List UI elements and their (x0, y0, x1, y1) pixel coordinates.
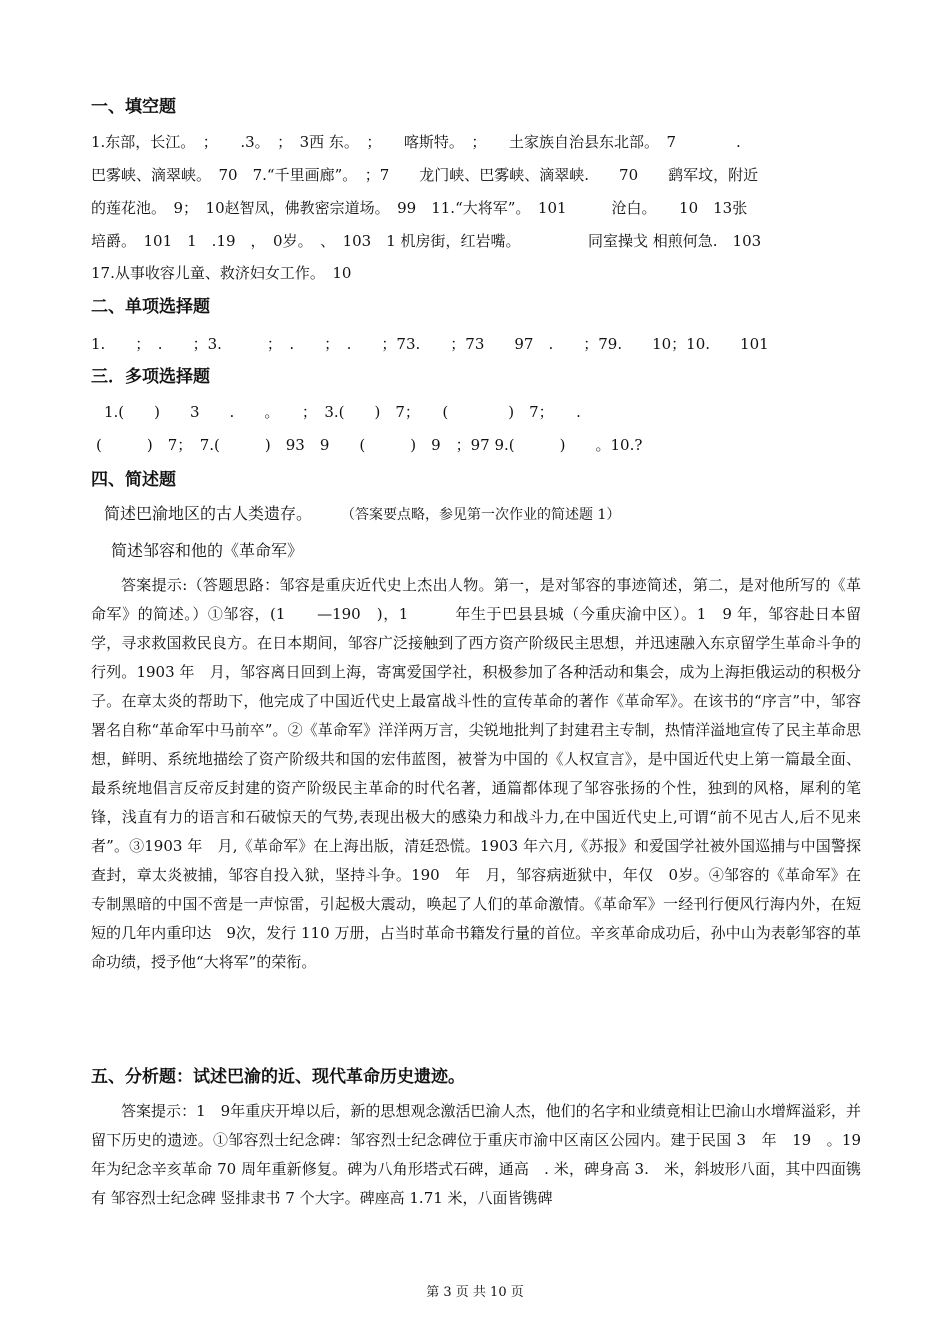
analysis-answer-body: 答案提示：1 9年重庆开埠以后，新的思想观念激活巴渝人杰，他们的名字和业绩竟相让巴渝山水增辉溢彩，并留下历史的遗迹。①邹容烈士纪念碑：邹容烈士纪念碑位于重庆市渝中区南区公园内。建于民国 3 年 19 。19 年为纪念辛亥革命 70 周年重新修复。碑为八角形塔式石碑，通高 . 米，碑身高 3. 米，斜坡形八面，其中四面镌有 邹容烈士纪念碑 竖排隶书 7 个大字。碑座高 1.71 米，八面皆镌碑 (91, 1102, 877, 1207)
multi-choice-answer-line: ( ) 7； 7.( ) 93 9 ( ) 9 ；97 9.( ) 。10.? (96, 436, 643, 454)
section-4-heading: 四、简述题 (91, 470, 176, 490)
short-answer-body: 答案提示:（答题思路：邹容是重庆近代史上杰出人物。第一，是对邹容的事迹简述，第二，是对他所写的《革命军》的简述。）①邹容，(1 —190 )，1 年生于巴县县城（今重庆渝中区）。1 9 年，邹容赴日本留学，寻求救国救民良方。在日本期间，邹容广泛接触到了西方资产阶级民主思想，并迅速融入东京留学生革命斗争的行列。1903 年 月，邹容离日回到上海，寄寓爱国学社，积极参加了各种活动和集会，成为上海拒俄运动的积极分子。在章太炎的帮助下，他完成了中国近代史上最富战斗性的宣传革命的著作《革命军》。在该书的“序言”中，邹容署名自称“革命军中马前卒”。②《革命军》洋洋两万言，尖锐地批判了封建君主专制，热情洋溢地宣传了民主革命思想，鲜明、系统地描绘了资产阶级共和国的宏伟蓝图，被誉为中国的《人权宣言》，是中国近代史上第一篇最全面、最系统地倡言反帝反封建的资产阶级民主革命的时代名著，通篇都体现了邹容张扬的个性，独到的风格，犀利的笔锋，浅直有力的语言和石破惊天的气势,表现出极大的感染力和战斗力,在中国近代史上,可谓“前不见古人,后不见来者”。③1903 年 月,《革命军》在上海出版，清廷恐慌。1903 年六月,《苏报》和爱国学社被外国巡捕与中国警探查封，章太炎被捕，邹容自投入狱，坚持斗争。190 年 月，邹容病逝狱中，年仅 0岁。④邹容的《革命军》在专制黑暗的中国不啻是一声惊雷，引起极大震动，唤起了人们的革命激情。《革命军》一经刊行便风行海内外，在短短的几年内重印达 9次，发行 110 万册，占当时革命书籍发行量的首位。辛亥革命成功后，孙中山为表彰邹容的革命功绩，授予他“大将军”的荣衔。 (91, 576, 861, 971)
question-1-note: （答案要点略，参见第一次作业的简述题 1） (348, 507, 621, 523)
question-1-text: 简述巴渝地区的古人类遗存。 (104, 504, 313, 523)
short-answer-question-2: 简述邹容和他的《革命军》 (111, 541, 304, 560)
fill-blank-answer-line: 的莲花池。 9； 10赵智凤，佛教密宗道场。 99 11.“大将军”。 101 沧白。 10 13张 (91, 199, 748, 217)
fill-blank-answer-line: 1.东部，长江。 ； .3。 ； 3西 东。 ； 喀斯特。 ； 土家族自治县东北部。 7 . (91, 133, 741, 151)
page-footer: 第 3 页 共 10 页 (426, 1285, 524, 1300)
short-answer-question-1 (104, 501, 620, 524)
section-1-heading: 一、填空题 (91, 97, 176, 117)
single-choice-answer-line: 1. ； . ；3. ； . ； . ；73. ；73 97 . ；79. 10；10. 101 (91, 335, 769, 353)
section-3-heading: 三．多项选择题 (91, 367, 210, 387)
multi-choice-answer-line: 1.( ) 3 . 。 ； 3.( ) 7； ( ) 7； . (104, 403, 581, 421)
section-5-heading: 五、分析题：试述巴渝的近、现代革命历史遗迹。 (91, 1067, 465, 1087)
section-2-heading: 二、单项选择题 (91, 297, 210, 317)
fill-blank-answer-line: 巴雾峡、滴翠峡。 70 7.“千里画廊”。 ；7 龙门峡、巴雾峡、滴翠峡. 70 鹞军坟，附近 (91, 166, 759, 184)
fill-blank-answer-line: 培爵。 101 1 .19 ， 0岁。 、 103 1 机房街，红岩嘴。 同室操戈 相煎何急. 103 (91, 232, 762, 250)
fill-blank-answer-line: 17.从事收容儿童、救济妇女工作。 10 (91, 264, 352, 282)
